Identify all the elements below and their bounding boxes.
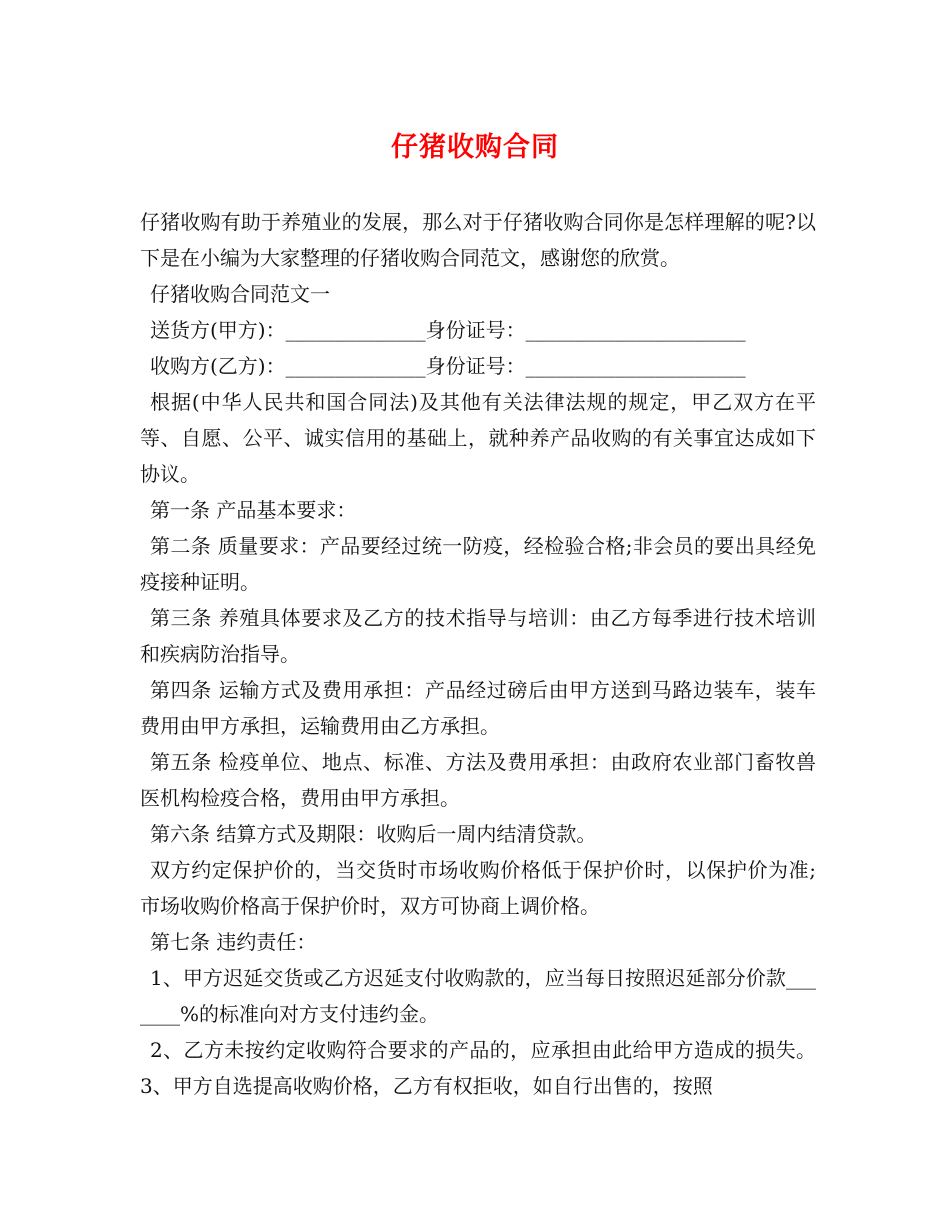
party-b-line: 收购方(乙方)：______________身份证号：______________________ <box>150 354 746 378</box>
protection-price-paragraph: 双方约定保护价的，当交货时市场收购价格低于保护价时，以保护价为准;市场收购价格高于保护价时，双方可协商上调价格。 <box>140 858 816 918</box>
article-4: 第四条 运输方式及费用承担：产品经过磅后由甲方送到马路边装车，装车费用由甲方承担，运输费用由乙方承担。 <box>140 678 816 738</box>
legal-basis-paragraph: 根据(中华人民共和国合同法)及其他有关法律法规的规定，甲乙双方在平等、自愿、公平、诚实信用的基础上，就种养产品收购的有关事宜达成如下协议。 <box>140 390 816 486</box>
article-1: 第一条 产品基本要求： <box>150 498 357 522</box>
article-2: 第二条 质量要求：产品要经过统一防疫，经检验合格;非会员的要出具经免疫接种证明。 <box>140 534 816 594</box>
intro-paragraph: 仔猪收购有助于养殖业的发展，那么对于仔猪收购合同你是怎样理解的呢?以下是在小编为大家整理的仔猪收购合同范文，感谢您的欣赏。 <box>140 210 816 270</box>
document-title: 仔猪收购合同 <box>391 132 559 163</box>
article-7: 第七条 违约责任： <box>150 930 317 954</box>
liability-clause-1: 1、甲方迟延交货或乙方迟延支付收购款的，应当每日按照迟延部分价款_______%的标准向对方支付违约金。 <box>140 966 816 1026</box>
party-a-line: 送货方(甲方)：______________身份证号：______________________ <box>150 318 746 342</box>
document-body <box>140 204 816 1104</box>
contract-sample-heading: 仔猪收购合同范文一 <box>150 282 330 306</box>
article-3: 第三条 养殖具体要求及乙方的技术指导与培训：由乙方每季进行技术培训和疾病防治指导。 <box>140 606 816 666</box>
article-6: 第六条 结算方式及期限：收购后一周内结清贷款。 <box>150 822 597 846</box>
article-5: 第五条 检疫单位、地点、标准、方法及费用承担：由政府农业部门畜牧兽医机构检疫合格，费用由甲方承担。 <box>140 750 816 810</box>
liability-clause-2-3: 2、乙方未按约定收购符合要求的产品的，应承担由此给甲方造成的损失。 3、甲方自选提高收购价格，乙方有权拒收，如自行出售的，按照 <box>140 1038 816 1098</box>
